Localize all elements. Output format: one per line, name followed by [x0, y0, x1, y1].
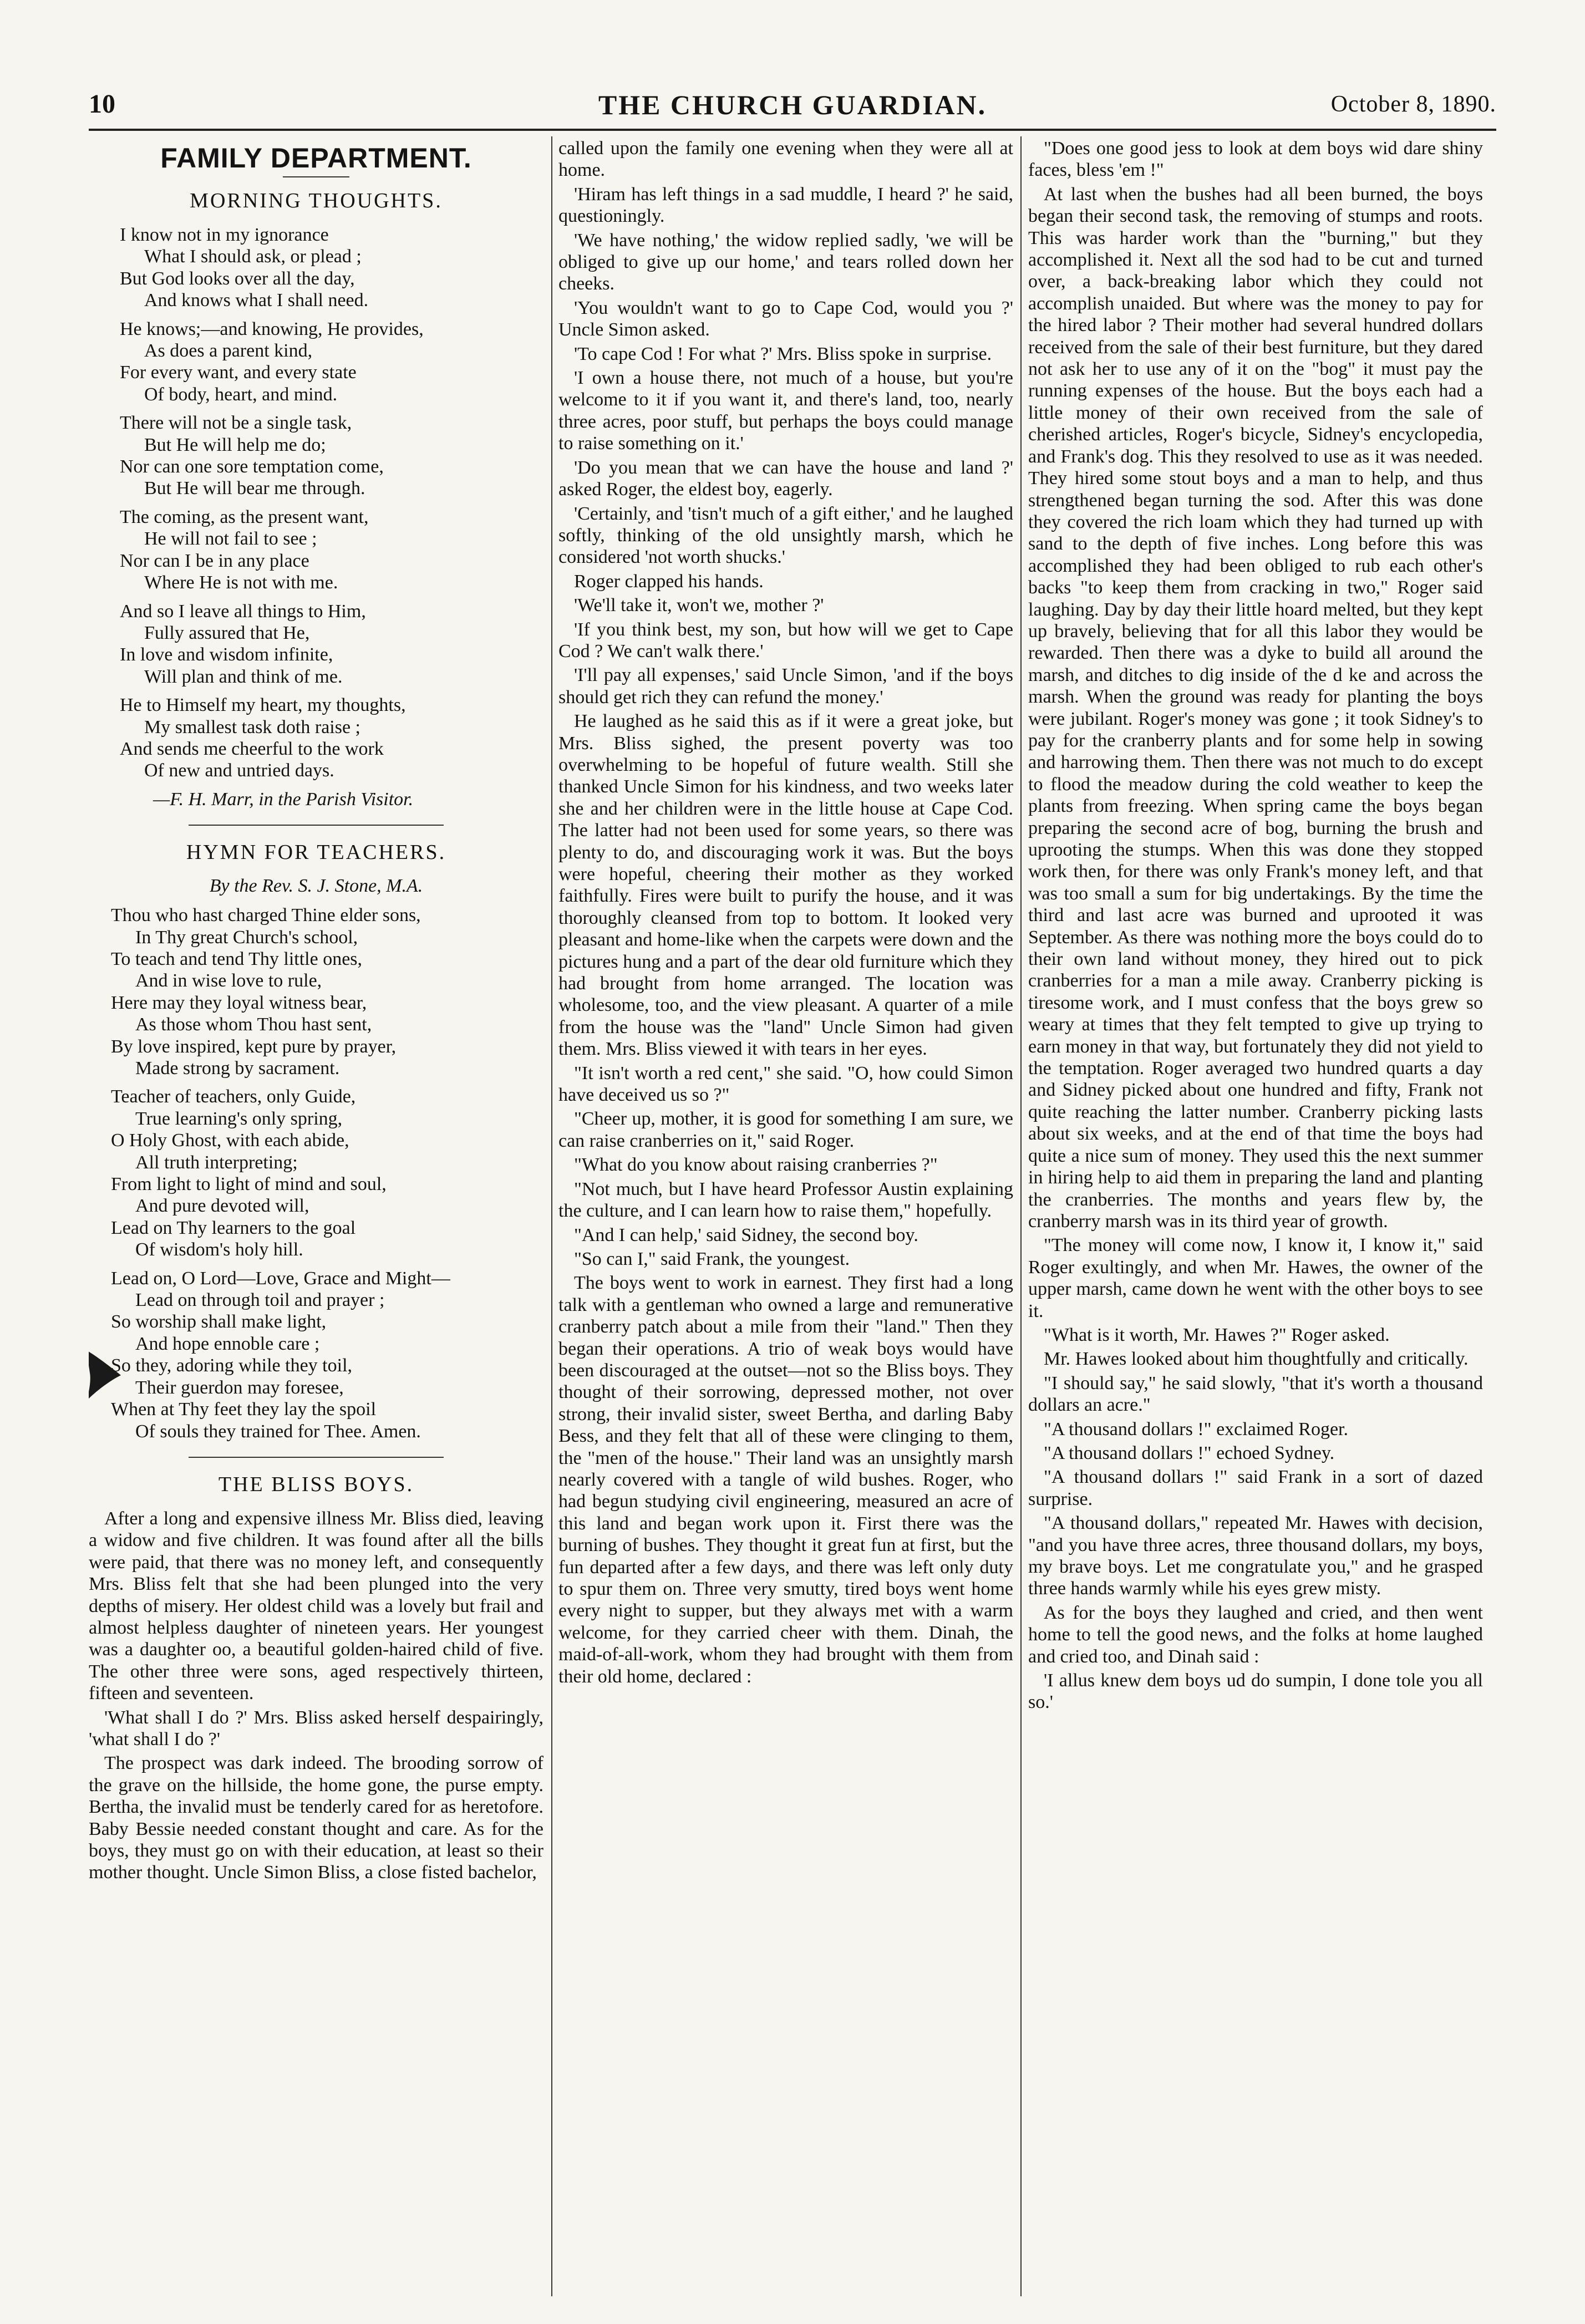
poem-line: Of new and untried days. — [144, 760, 334, 781]
story-paragraph: "So can I," said Frank, the youngest. — [574, 1248, 850, 1269]
story-paragraph: Roger clapped his hands. — [574, 571, 764, 592]
poem-line: So they, adoring while they toil, — [111, 1355, 353, 1376]
poem-stanza — [120, 601, 543, 688]
poem-title: MORNING THOUGHTS. — [190, 189, 443, 212]
poem-line: Of souls they trained for Thee. Amen. — [135, 1421, 421, 1442]
story-paragraph: He laughed as he said this as if it were a great joke, but Mrs. Bliss sighed, the present poverty was too overwhelming to be hopeful of future wealth. Still she thanked Uncle Simon for his kindness, and two weeks later she and her children were in the little house at Cape Cod. The latter had not been used for some years, so there was plenty to do, and discouraging work it was. But the boys were hopeful, cheering their mother as they worked faithfully. Fires were built to purify the house, and it was thoroughly cleansed from top to bottom. It looked very pleasant and home-like when the carpets were down and the pictures hung and a part of the dear old furniture which they had brought from home arranged. The location was wholesome, too, and the view pleasant. A quarter of a mile from the house was the "land" Uncle Simon had given them. Mrs. Bliss viewed it with tears in her eyes. — [558, 711, 1013, 1060]
story-paragraph: 'Do you mean that we can have the house and land ?' asked Roger, the eldest boy, eagerly. — [558, 457, 1013, 500]
poem-line: Of body, heart, and mind. — [144, 384, 338, 405]
poem-line: For every want, and every state — [120, 362, 357, 383]
story-paragraph: 'To cape Cod ! For what ?' Mrs. Bliss spoke in surprise. — [574, 343, 992, 364]
poem-title: HYMN FOR TEACHERS. — [186, 841, 446, 864]
poem-line: He to Himself my heart, my thoughts, — [120, 695, 406, 716]
story-paragraph: "A thousand dollars !" exclaimed Roger. — [1044, 1418, 1348, 1440]
story-paragraph: "Does one good jess to look at dem boys wid dare shiny faces, bless 'em !" — [1028, 138, 1483, 181]
poem-line: To teach and tend Thy little ones, — [111, 948, 363, 969]
heading-rule — [283, 176, 349, 177]
poem-line: Nor can one sore temptation come, — [120, 456, 384, 477]
story-paragraph: "What is it worth, Mr. Hawes ?" Roger asked. — [1044, 1324, 1390, 1345]
department-heading: FAMILY DEPARTMENT. — [160, 143, 472, 174]
poem-line: Made strong by sacrament. — [135, 1058, 340, 1079]
issue-date: October 8, 1890. — [1330, 91, 1496, 117]
poem-hymn-for-teachers — [89, 904, 543, 1442]
poem-line: He knows;—and knowing, He provides, — [120, 318, 424, 339]
poem-line: O Holy Ghost, with each abide, — [111, 1130, 349, 1151]
poem-line: In Thy great Church's school, — [135, 927, 358, 948]
poem-line: Lead on through toil and prayer ; — [135, 1290, 385, 1311]
story-paragraph: 'Hiram has left things in a sad muddle, I heard ?' he said, questioningly. — [558, 184, 1013, 227]
poem-line: And sends me cheerful to the work — [120, 738, 384, 759]
story-paragraph: "It isn't worth a red cent," she said. "O, how could Simon have deceived us so ?" — [558, 1062, 1013, 1106]
story-paragraph: 'What shall I do ?' Mrs. Bliss asked herself despairingly, 'what shall I do ?' — [89, 1707, 543, 1750]
section-rule — [189, 1457, 444, 1458]
header-rule — [89, 129, 1496, 131]
story-text — [1028, 138, 1483, 1713]
poem-stanza — [120, 224, 543, 312]
pointing-hand-icon — [89, 1340, 123, 1412]
running-head — [89, 89, 1496, 128]
story-paragraph: "What do you know about raising cranberries ?" — [574, 1155, 938, 1176]
poem-byline: By the Rev. S. J. Stone, M.A. — [209, 876, 423, 897]
column-1 — [89, 138, 543, 2296]
poem-line: Lead on Thy learners to the goal — [111, 1217, 356, 1238]
poem-stanza — [120, 412, 543, 500]
story-paragraph: 'I own a house there, not much of a house, but you're welcome to it if you want it, and there's land, too, nearly three acres, poor stuff, but perhaps the boys could manage to raise something on it.' — [558, 368, 1013, 454]
story-paragraph: The prospect was dark indeed. The brooding sorrow of the grave on the hillside, the home gone, the purse empty. Bertha, the invalid must be tenderly cared for as heretofore. Baby Bessie needed constant thought and care. As for the boys, they must go on with their education, at least so their mother thought. Uncle Simon Bliss, a close fisted bachelor, — [89, 1753, 543, 1883]
story-paragraph: "The money will come now, I know it, I know it," said Roger exultingly, and when Mr. Hawes, the owner of the upper marsh, came down he went with the other boys to see it. — [1028, 1235, 1483, 1321]
story-paragraph: "A thousand dollars," repeated Mr. Hawes with decision, "and you have three acres, three thousand dollars, my boys, my brave boys. Let me congratulate you," and he grasped three hands warmly while his eyes grew misty. — [1028, 1513, 1483, 1599]
poem-line: Their guerdon may foresee, — [135, 1377, 344, 1398]
story-paragraph: 'We have nothing,' the widow replied sadly, 'we will be obliged to give up our home,' and tears rolled down her cheeks. — [558, 230, 1013, 294]
poem-stanza — [111, 904, 543, 1079]
column-divider — [551, 136, 552, 2296]
story-paragraph: "Not much, but I have heard Professor Austin explaining the culture, and I can learn how to raise them," hopefully. — [558, 1178, 1013, 1222]
poem-line: My smallest task doth raise ; — [144, 716, 361, 738]
poem-credit: —F. H. Marr, in the Parish Visitor. — [153, 789, 414, 810]
story-paragraph: 'I'll pay all expenses,' said Uncle Simon, 'and if the boys should get rich they can refund the money.' — [558, 665, 1013, 708]
story-paragraph: 'If you think best, my son, but how will we get to Cape Cod ? We can't walk there.' — [558, 619, 1013, 662]
poem-line: What I should ask, or plead ; — [144, 246, 362, 267]
poem-line: And in wise love to rule, — [135, 970, 322, 991]
story-text — [89, 1508, 543, 1884]
page-number: 10 — [89, 89, 115, 119]
story-paragraph: "I should say," he said slowly, "that it's worth a thousand dollars an acre." — [1028, 1372, 1483, 1416]
poem-stanza — [120, 694, 543, 782]
poem-line: When at Thy feet they lay the spoil — [111, 1399, 377, 1420]
story-paragraph: 'Certainly, and 'tisn't much of a gift either,' and he laughed softly, thinking of the old unsightly marsh, which he considered 'not worth shucks.' — [558, 503, 1013, 568]
story-paragraph: After a long and expensive illness Mr. Bliss died, leaving a widow and five children. It was found after all the bills were paid, that there was no money left, and consequently Mrs. Bliss felt that she had been plunged into the very depths of misery. Her oldest child was a lovely but frail and almost helpless daughter of nineteen years. Her youngest was a daughter oo, a beautiful golden-haired child of five. The other three were sons, aged respectively thirteen, fifteen and seventeen. — [89, 1508, 543, 1704]
poem-stanza — [120, 318, 543, 406]
poem-morning-thoughts — [89, 224, 543, 782]
poem-line: Nor can I be in any place — [120, 550, 309, 571]
poem-line: Lead on, O Lord—Love, Grace and Might— — [111, 1268, 450, 1289]
story-paragraph: "A thousand dollars !" echoed Sydney. — [1044, 1442, 1335, 1463]
poem-stanza — [111, 1268, 543, 1442]
poem-line: True learning's only spring, — [135, 1108, 343, 1129]
column-divider — [1020, 136, 1022, 2296]
poem-line: Will plan and think of me. — [144, 666, 343, 687]
poem-line: But He will help me do; — [144, 434, 326, 455]
poem-line: And hope ennoble care ; — [135, 1333, 320, 1354]
poem-line: I know not in my ignorance — [120, 225, 329, 245]
poem-line: So worship shall make light, — [111, 1311, 327, 1333]
story-paragraph: Mr. Hawes looked about him thoughtfully and critically. — [1044, 1349, 1469, 1370]
poem-line: Where He is not with me. — [144, 572, 338, 593]
story-paragraph: "Cheer up, mother, it is good for something I am sure, we can raise cranberries on it," said Roger. — [558, 1108, 1013, 1151]
poem-line: And pure devoted will, — [135, 1196, 309, 1217]
column-3 — [1028, 138, 1483, 2296]
poem-line: By love inspired, kept pure by prayer, — [111, 1036, 397, 1057]
poem-line: From light to light of mind and soul, — [111, 1174, 387, 1195]
story-paragraph: The boys went to work in earnest. They first had a long talk with a gentleman who owned a large and remunerative cranberry patch about a mile from their "land." Then they began their operations. A trio of weak boys would have been discouraged at the outset—not so the Bliss boys. They thought of their sorrowing, depressed mother, not over strong, their invalid sister, sweet Bertha, and darling Baby Bess, and they felt that all of these were clinging to them, the "men of the house." Their land was an unsightly marsh nearly covered with a tangle of wild bushes. Roger, who had begun studying civil engineering, measured an acre of this land and began work upon it. First there was the burning of bushes. They thought it great fun at first, but the fun departed after a few days, and there was left only duty to spur them on. Three very smutty, tired boys went home every night to supper, but they always met with a warm welcome, for they carried cheer with them. Dinah, the maid-of-all-work, whom they had brought with them from their old home, declared : — [558, 1273, 1013, 1687]
poem-line: As does a parent kind, — [144, 340, 313, 362]
story-paragraph: "And I can help,' said Sidney, the second boy. — [574, 1224, 918, 1245]
poem-line: There will not be a single task, — [120, 413, 352, 434]
story-title: THE BLISS BOYS. — [218, 1472, 414, 1496]
poem-stanza — [111, 1086, 543, 1260]
poem-line: And so I leave all things to Him, — [120, 601, 366, 622]
poem-line: As those whom Thou hast sent, — [135, 1014, 372, 1035]
poem-line: Thou who hast charged Thine elder sons, — [111, 905, 421, 926]
poem-line: Of wisdom's holy hill. — [135, 1239, 303, 1260]
story-paragraph: 'I allus knew dem boys ud do sumpin, I done tole you all so.' — [1028, 1670, 1483, 1713]
poem-line: And knows what I shall need. — [144, 290, 369, 311]
poem-stanza — [120, 506, 543, 594]
story-text — [558, 138, 1013, 1687]
section-rule — [189, 825, 444, 826]
story-paragraph: called upon the family one evening when they were all at home. — [558, 138, 1013, 181]
story-paragraph: 'We'll take it, won't we, mother ?' — [574, 595, 824, 616]
poem-line: Here may they loyal witness bear, — [111, 992, 367, 1013]
poem-line: The coming, as the present want, — [120, 506, 369, 527]
poem-line: He will not fail to see ; — [144, 528, 317, 550]
poem-line: Teacher of teachers, only Guide, — [111, 1086, 356, 1107]
column-2 — [558, 138, 1013, 2296]
poem-line: In love and wisdom infinite, — [120, 644, 333, 665]
story-paragraph: 'You wouldn't want to go to Cape Cod, would you ?' Uncle Simon asked. — [558, 297, 1013, 340]
story-paragraph: As for the boys they laughed and cried, and then went home to tell the good news, and the folks at home laughed and cried too, and Dinah said : — [1028, 1602, 1483, 1667]
poem-line: But He will bear me through. — [144, 478, 365, 499]
story-paragraph: At last when the bushes had all been burned, the boys began their second task, the removing of stumps and roots. This was harder work than the "burning," but they accomplished it. Next all the sod had to be cut and turned over, a back-breaking labor which they could not accomplish unaided. But where was the money to pay for the hired labor ? Their mother had several hundred dollars received from the sale of their best furniture, but they dared not ask her to use any of it on the "bog" it must pay the running expenses of the house. But the boys each had a little money of their own received from the sale of cherished articles, Roger's bicycle, Sidney's encyclopedia, and Frank's dog. This they resolved to use as it was needed. They hired some stout boys and a man to help, and thus strengthened began turning the sod. After this was done they covered the rich loam which they had turned up with sand to the depth of five inches. Long before this was accomplished they had been obliged to rub each other's backs "to keep them from cracking in two," Roger said laughing. Day by day their little hoard melted, but they kept up bravely, believing that for all this labor they would be rewarded. Then there was a dyke to build all around the marsh, and ditches to dig inside of the d ke and across the marsh. When the ground was ready for planting the boys were jubilant. Roger's money was gone ; it took Sidney's to pay for the cranberry plants and for some help in sowing and harrowing them. Then there was not much to do except to flood the meadow during the cold weather to keep the plants from freezing. When spring came the boys began preparing the second acre of bog, burning the brush and uprooting the stumps. When this was done they stopped work then, for there was only Frank's money left, and that was too small a sum for big undertakings. By the time the third and last acre was burned and uprooted it was September. As there was nothing more the boys could do to their own land without money, they hired out to pick cranberries for a man a mile away. Cranberry picking is tiresome work, and I must confess that the boys grew so weary at times that they felt tempted to give up trying to earn money in that way, but fortunately they did not yield to the temptation. Roger averaged two hundred quarts a day and Sidney picked about one hundred and fifty, Frank not quite reaching the latter number. Cranberry picking lasts about six weeks, and at the end of that time the boys had quite a nice sum of money. They used this the next summer in hiring help to aid them in preparing the land and planting the cranberries. The months and years flew by, the cranberry marsh was in its third year of growth. — [1028, 184, 1483, 1232]
poem-line: All truth interpreting; — [135, 1152, 298, 1173]
masthead-title: THE CHURCH GUARDIAN. — [598, 89, 987, 120]
story-paragraph: "A thousand dollars !" said Frank in a sort of dazed surprise. — [1028, 1467, 1483, 1509]
poem-line: Fully assured that He, — [144, 622, 310, 643]
poem-line: But God looks over all the day, — [120, 268, 355, 289]
